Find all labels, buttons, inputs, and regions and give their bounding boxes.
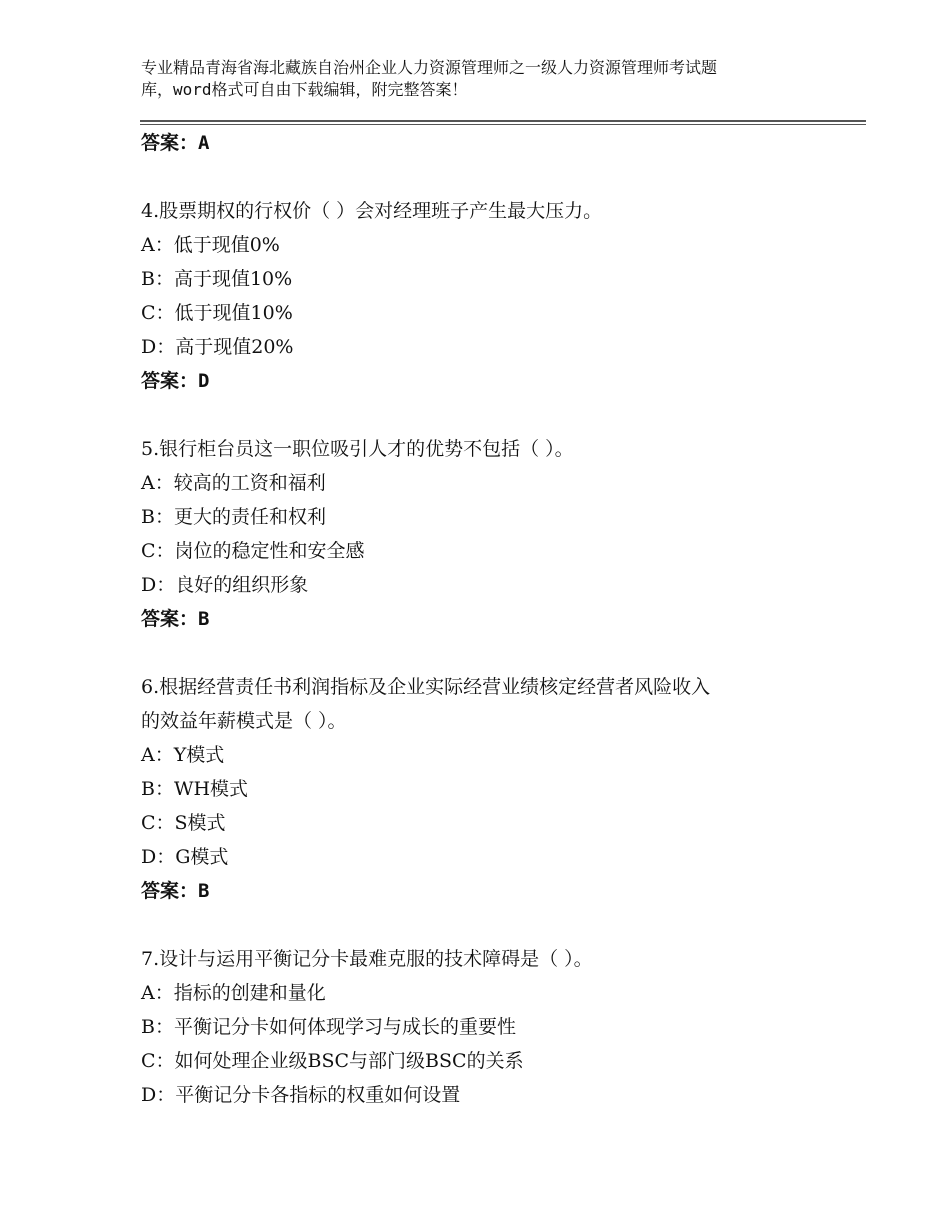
option-d: D：良好的组织形象 <box>141 574 309 596</box>
option-c: C：低于现值10% <box>141 302 293 324</box>
previous-answer: 答案：A <box>141 132 210 154</box>
question-content <box>141 126 861 1112</box>
option-b: B：WH模式 <box>141 778 249 800</box>
header-line-1: 专业精品青海省海北藏族自治州企业人力资源管理师之一级人力资源管理师考试题 <box>141 58 718 77</box>
option-a: A：较高的工资和福利 <box>141 472 326 494</box>
header-divider-thick <box>140 120 866 122</box>
question-4 <box>141 194 861 398</box>
option-c: C：S模式 <box>141 812 226 834</box>
option-b: B：更大的责任和权利 <box>141 506 326 528</box>
question-answer: 答案：B <box>141 608 210 630</box>
option-a: A：指标的创建和量化 <box>141 982 326 1004</box>
option-b: B：平衡记分卡如何体现学习与成长的重要性 <box>141 1016 516 1038</box>
option-c: C：岗位的稳定性和安全感 <box>141 540 365 562</box>
option-d: D：高于现值20% <box>141 336 294 358</box>
question-stem: 5.银行柜台员这一职位吸引人才的优势不包括（ ）。 <box>141 438 574 460</box>
option-a: A：Y模式 <box>141 744 225 766</box>
question-stem: 7.设计与运用平衡记分卡最难克服的技术障碍是（ ）。 <box>141 948 593 970</box>
document-header <box>141 57 831 101</box>
question-answer: 答案：D <box>141 370 210 392</box>
option-d: D：平衡记分卡各指标的权重如何设置 <box>141 1084 461 1106</box>
question-6 <box>141 670 861 908</box>
question-7 <box>141 942 861 1112</box>
question-stem: 4.股票期权的行权价（ ）会对经理班子产生最大压力。 <box>141 200 603 222</box>
question-stem-line-2: 的效益年薪模式是（ ）。 <box>141 710 347 732</box>
question-answer: 答案：B <box>141 880 210 902</box>
option-d: D：G模式 <box>141 846 229 868</box>
header-line-2: 库，word格式可自由下载编辑，附完整答案！ <box>141 80 468 99</box>
question-5 <box>141 432 861 636</box>
option-b: B：高于现值10% <box>141 268 293 290</box>
header-divider-thin <box>140 124 866 125</box>
option-c: C：如何处理企业级BSC与部门级BSC的关系 <box>141 1050 524 1072</box>
question-stem-line-1: 6.根据经营责任书利润指标及企业实际经营业绩核定经营者风险收入 <box>141 676 711 698</box>
option-a: A：低于现值0% <box>141 234 280 256</box>
